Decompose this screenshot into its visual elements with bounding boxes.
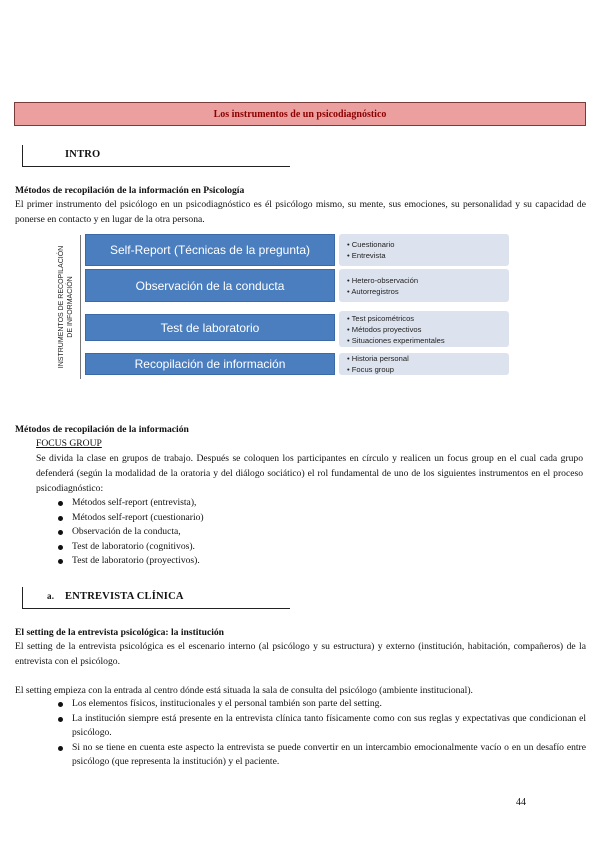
diagram-row — [85, 353, 509, 375]
list-item: Test de laboratorio (proyectivos). — [56, 554, 576, 569]
methods-paragraph: Se divida la clase en grupos de trabajo. Después se coloquen los participantes en círculo y realicen un focus group en el cual cada grupo defenderá (según la modalidad de la oratoria y del diálogo sociático) el rol fundamental de uno de los siguientes instrumentos en el proceso psicodiagnóstico: — [36, 453, 583, 494]
diagram-row — [85, 269, 509, 302]
methods-list — [56, 496, 576, 569]
diagram-category-box: Self-Report (Técnicas de la pregunta) — [85, 234, 335, 266]
diagram-side-label-line1: INSTRUMENTOS DE RECOPILACIÓN — [58, 245, 66, 369]
section-header-intro-label: INTRO — [65, 149, 101, 160]
diagram-item: • Métodos proyectivos — [347, 324, 509, 335]
methods-heading: Métodos de recopilación de la información — [15, 424, 189, 435]
diagram-item: • Cuestionario — [347, 239, 509, 250]
diagram-item-list — [339, 269, 509, 302]
document-title-text: Los instrumentos de un psicodiagnóstico — [213, 108, 387, 120]
diagram-item: • Entrevista — [347, 250, 509, 261]
section-header-entrevista-prefix: a. — [47, 591, 55, 601]
list-item: Si no se tiene en cuenta este aspecto la entrevista se puede convertir en un intercambio emocionalmente vacío o en un desafío entre psicólogo (que representa la institución) y el paciente. — [56, 741, 586, 770]
list-item: Métodos self-report (entrevista), — [56, 496, 576, 511]
intro-paragraph: El primer instrumento del psicólogo en un psicodiagnóstico es él psicólogo mismo, su mente, sus emociones, su personalidad y su capacidad de ponerse en contacto y en lugar de la otra persona. — [15, 199, 586, 225]
instruments-diagram — [47, 229, 510, 384]
list-item: Test de laboratorio (cognitivos). — [56, 540, 576, 555]
setting-paragraph-1: El setting de la entrevista psicológica es el escenario interno (al psicólogo y su estructura) y externo (institución, habitación, compañeros) de la entrevista con el psicólogo. — [15, 641, 586, 667]
diagram-category-box: Observación de la conducta — [85, 269, 335, 302]
diagram-item-list — [339, 234, 509, 266]
list-item: Los elementos físicos, institucionales y el personal también son parte del setting. — [56, 697, 586, 712]
diagram-category-box: Recopilación de información — [85, 353, 335, 375]
list-item: Métodos self-report (cuestionario) — [56, 511, 576, 526]
list-item: La institución siempre está presente en la entrevista clínica tanto físicamente como con sus reglas y expectativas que condicionan el psicólogo. — [56, 712, 586, 741]
methods-subheading: FOCUS GROUP — [36, 438, 102, 449]
diagram-item: • Situaciones experimentales — [347, 335, 509, 346]
list-item: Observación de la conducta, — [56, 525, 576, 540]
diagram-item: • Focus group — [347, 364, 509, 375]
intro-heading: Métodos de recopilación de la información en Psicología — [15, 185, 245, 196]
diagram-category-box: Test de laboratorio — [85, 314, 335, 341]
section-header-entrevista — [22, 587, 290, 609]
setting-paragraph-2: El setting empieza con la entrada al centro dónde está situada la sala de consulta del psicólogo (ambiente institucional). — [15, 685, 473, 696]
diagram-side-label — [49, 233, 83, 381]
diagram-item: • Historia personal — [347, 353, 509, 364]
section-header-entrevista-label: ENTREVISTA CLÍNICA — [65, 591, 184, 602]
diagram-divider — [80, 235, 81, 379]
diagram-item-list — [339, 353, 509, 375]
diagram-item: • Hetero-observación — [347, 275, 509, 286]
diagram-row — [85, 234, 509, 266]
document-title — [14, 102, 586, 126]
section-header-intro — [22, 145, 290, 167]
diagram-item: • Test psicométricos — [347, 313, 509, 324]
setting-list — [56, 697, 586, 770]
diagram-row — [85, 311, 509, 347]
diagram-side-label-line2: DE INFORMACIÓN — [67, 276, 75, 338]
setting-heading: El setting de la entrevista psicológica: la institución — [15, 627, 225, 638]
page-number: 44 — [516, 797, 526, 808]
diagram-item: • Autorregistros — [347, 286, 509, 297]
diagram-item-list — [339, 311, 509, 347]
